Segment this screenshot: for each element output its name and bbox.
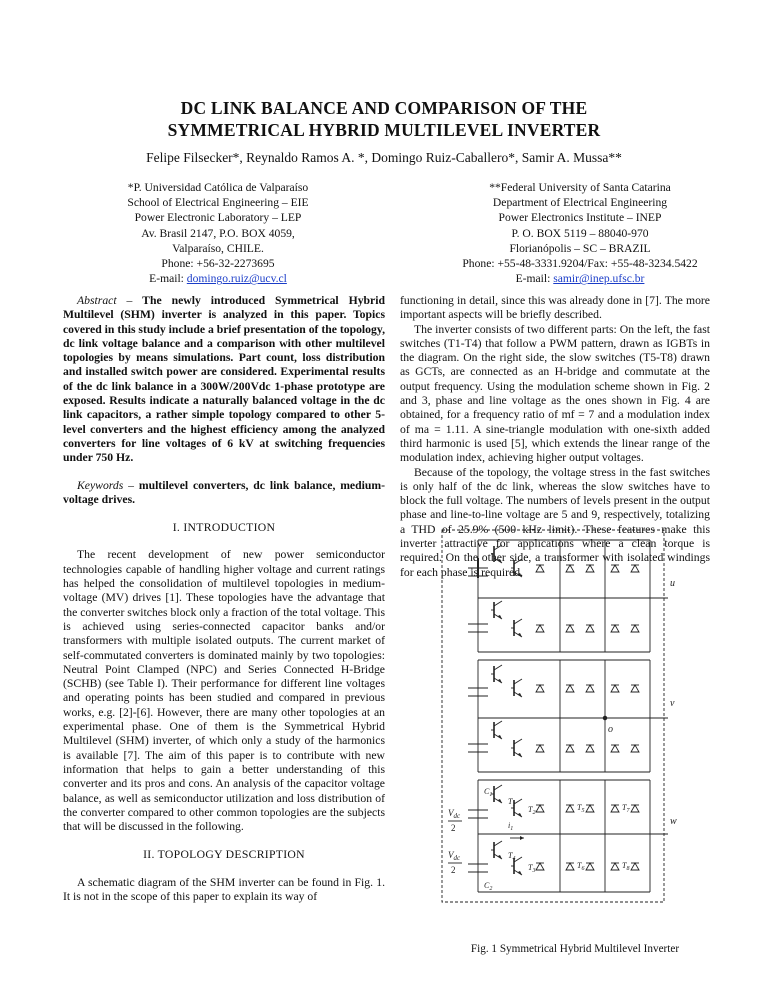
email-link-right[interactable]: samir@inep.ufsc.br (553, 272, 645, 286)
label-v: v (670, 698, 675, 709)
t8-subscript: 8 (626, 866, 630, 872)
affil-right-line: P. O. BOX 5119 – 88040-970 (511, 226, 649, 240)
affil-right-line: Power Electronics Institute – INEP (498, 211, 662, 225)
label-c2 (484, 881, 492, 892)
email-label: E-mail: (515, 272, 554, 286)
affil-left-email-line (88, 271, 348, 286)
i1-symbol: i (508, 821, 511, 830)
label-t5 (577, 803, 584, 814)
t4-subscript: 4 (512, 856, 516, 862)
keywords-text: multilevel converters, dc link balance, medium-voltage drives. (63, 478, 385, 506)
affil-right-email-line (420, 271, 740, 286)
label-c1 (484, 787, 492, 798)
left-column (63, 294, 385, 904)
t5-subscript: 5 (581, 808, 585, 814)
label-i1 (508, 821, 513, 832)
circuit-diagram (440, 528, 710, 934)
label-vdc-bottom (448, 850, 461, 862)
t8-symbol: T (622, 861, 627, 870)
topology-text: A schematic diagram of the SHM inverter can be found in Fig. 1. It is not in the scope of this paper to explain its way of (63, 875, 385, 903)
figure-caption: Fig. 1 Symmetrical Hybrid Multilevel Inverter (470, 943, 680, 955)
email-label: E-mail: (149, 272, 187, 286)
t3-symbol: T (528, 863, 533, 872)
c2-symbol: C (484, 881, 490, 890)
email-link-left[interactable]: domingo.ruiz@ucv.cl (186, 272, 287, 286)
abstract (63, 294, 385, 466)
c1-symbol: C (484, 787, 490, 796)
t6-subscript: 6 (581, 866, 585, 872)
right-paragraph-2: The inverter consists of two different parts: On the left, the fast switches (T1-T4) that follow a PWM pattern, drawn as IGBTs in the diagram. On the right side, the slow switches (T5-T8) drawn as GCTs, are connected as an H-bridge and commutate at the output frequency. Using the modulation scheme shown in Fig. 2 and 3, phase and line voltage as the ones shown in Fig. 4 are obtained, for a frequency ratio of mf = 7 and a modulation index of ma = 1.11. A sine-triangle modulation with one-sixth added third harmonic is used [5], which extends the linear range of the modulation index, achieving higher output voltages. (400, 322, 710, 465)
vdc-subscript: dc (453, 854, 461, 862)
vdc-symbol: V (448, 808, 454, 818)
phase-leg-u (468, 540, 668, 652)
label-t2 (528, 805, 535, 816)
label-two-bottom: 2 (451, 865, 456, 875)
author-list: Felipe Filsecker*, Reynaldo Ramos A. *, Domingo Ruiz-Caballero*, Samir A. Mussa** (146, 150, 622, 165)
label-u: u (670, 578, 675, 589)
introduction-text: The recent development of new power semiconductor technologies capable of handling higher voltage and current ratings has helped the consolidation of multilevel topologies in medium-voltage (MV) drives [1]. These topologies have the advantage that the converter switches block only a fraction of the total voltage. This is achieved using series-connected capacitor banks and/or transformers with multiple isolated outputs. The current market of self-commutated converters is dominated mainly by two topologies: Neutral Point Clamped (NPC) and Series Connected H-Bridge (SCHB) (see Table I). Their performance for different line voltages and operating points has been studied and compared in previous works, e.g. [2]-[6]. However, there are many other topologies at an experimental phase. One of them is the Symmetrical Hybrid Multilevel (SHM) inverter, of which only a study of the harmonics is available [7]. The aim of this paper is to contribute with new information that helps to gain a better understanding of this converter and its pros and cons. An analysis of the capacitor voltage balance, as well as semiconductor utilization and loss distribution of the converter compared to other common topologies are the subjects that will be discussed in the following. (63, 548, 385, 834)
affil-left-line: School of Electrical Engineering – EIE (127, 196, 309, 210)
affil-right-line: Department of Electrical Engineering (492, 196, 668, 210)
c1-subscript: 1 (489, 792, 493, 798)
i1-subscript: 1 (510, 826, 514, 832)
label-t4 (508, 851, 515, 862)
t6-symbol: T (577, 861, 582, 870)
affil-left-line: Phone: +56-32-2273695 (161, 257, 275, 271)
label-t8 (622, 861, 629, 872)
affil-right-line: Phone: +55-48-3331.9204/Fax: +55-48-3234.5422 (462, 257, 698, 271)
t7-symbol: T (622, 803, 627, 812)
title-line-1: DC LINK BALANCE AND COMPARISON OF THE (180, 98, 588, 118)
keywords (63, 479, 385, 508)
phase-leg-v (468, 660, 668, 772)
section-heading-topology: II. TOPOLOGY DESCRIPTION (143, 848, 305, 862)
t1-subscript: 1 (512, 802, 516, 808)
t1-symbol: T (508, 797, 513, 806)
label-t7 (622, 803, 630, 814)
affil-left-line: Power Electronic Laboratory – LEP (134, 211, 302, 225)
affil-right-line: Florianópolis – SC – BRAZIL (509, 241, 651, 255)
frame-border (442, 530, 664, 902)
abstract-lead: Abstract – (77, 294, 133, 307)
t2-subscript: 2 (532, 810, 536, 816)
vdc-symbol: V (448, 850, 454, 860)
affiliation-right (420, 180, 740, 286)
paper-title (0, 97, 768, 141)
abstract-text: The newly introduced Symmetrical Hybrid Multilevel (SHM) inverter is analyzed in this paper. Topics covered in this study include a brief presentation of the topology, dc link voltage balance and a comparison with other multilevel topologies by means simulations. Part count, loss distribution and installed switch power are considered. Experimental results of the dc link balance in a 300W/200Vdc 1-phase prototype are exposed. Results indicate a naturally balanced voltage in the dc link capacitors, a rather simple topology compared to other 5-level converters and the highest efficiency among the analyzed converters for line voltages of 6 kV at switching frequencies under 750 Hz. (63, 294, 385, 465)
section-heading-introduction: I. INTRODUCTION (172, 521, 276, 535)
affil-right-line: **Federal University of Santa Catarina (489, 181, 671, 194)
label-t1 (508, 797, 515, 808)
label-o: o (608, 724, 613, 735)
right-paragraph-3: Because of the topology, the voltage stress in the fast switches is only half of the dc link, whereas the slow switches have to block the full voltage. The numbers of levels present in the output phase and line-to-line voltage are 5 and 9, respectively, totalizing a THD of 25.9% (500 kHz limit). These features make this inverter attractive for applications where a clean torque is required. On the other side, a transformer with isolated windings for each phase is required. (400, 465, 710, 579)
label-two-top: 2 (451, 823, 456, 833)
vdc-subscript: dc (453, 812, 461, 820)
t2-symbol: T (528, 805, 533, 814)
affil-left-line: Valparaíso, CHILE. (172, 241, 264, 255)
label-vdc-top (448, 808, 461, 820)
t7-subscript: 7 (626, 808, 630, 814)
affil-left-line: *P. Universidad Católica de Valparaíso (127, 181, 309, 194)
phase-leg-w (468, 780, 668, 892)
label-t3 (528, 863, 535, 874)
right-paragraph-1: functioning in detail, since this was already done in [7]. The more important aspects will be briefly described. (400, 294, 710, 322)
label-t6 (577, 861, 584, 872)
t4-symbol: T (508, 851, 513, 860)
c2-subscript: 2 (489, 886, 493, 892)
keywords-lead: Keywords – (77, 478, 134, 492)
t3-subscript: 3 (532, 868, 536, 874)
title-line-2: SYMMETRICAL HYBRID MULTILEVEL INVERTER (167, 120, 601, 140)
label-w: w (670, 816, 677, 827)
t5-symbol: T (577, 803, 582, 812)
affil-left-line: Av. Brasil 2147, P.O. BOX 4059, (141, 226, 295, 240)
affiliation-left (88, 180, 348, 286)
